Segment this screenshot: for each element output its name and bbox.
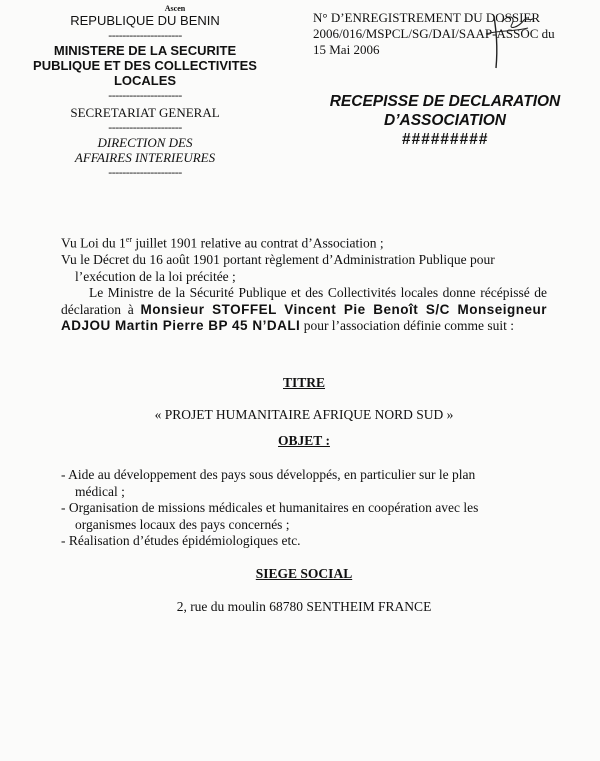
divider: --------------------- bbox=[108, 120, 182, 134]
vu-loi-text: Vu Loi du 1 bbox=[61, 235, 126, 251]
divider: --------------------- bbox=[108, 165, 182, 179]
ministry-header bbox=[10, 4, 280, 180]
title-line-1: RECEPISSE DE DECLARATION bbox=[329, 93, 561, 110]
vu-decret-line: Vu le Décret du 16 août 1901 portant règlement d’Administration Publique pour bbox=[61, 252, 495, 267]
siege-heading: SIEGE SOCIAL bbox=[255, 565, 353, 581]
registration-number bbox=[313, 10, 598, 58]
ministry-line-3: LOCALES bbox=[113, 73, 177, 88]
registration-line-1: N° D’ENREGISTREMENT DU DOSSIER bbox=[313, 10, 541, 25]
vu-loi-line bbox=[61, 232, 547, 252]
objet-item-1: - Aide au développement des pays sous développés, en particulier sur le plan bbox=[61, 467, 476, 482]
declaration-text-end: pour l’association définie comme suit : bbox=[300, 318, 515, 333]
divider: --------------------- bbox=[108, 88, 182, 102]
direction-line-1: DIRECTION DES bbox=[97, 135, 193, 150]
handwritten-signature bbox=[472, 12, 542, 70]
objet-item-2: - Organisation de missions médicales et humanitaires en coopération avec les bbox=[61, 500, 479, 515]
ascen-note: Ascen bbox=[164, 4, 186, 13]
objet-item-2-cont: organismes locaux des pays concernés ; bbox=[75, 516, 290, 532]
direction-line-2: AFFAIRES INTERIEURES bbox=[74, 150, 216, 165]
registration-date: 15 Mai 2006 bbox=[313, 42, 380, 57]
objet-item-1-cont: médical ; bbox=[75, 483, 125, 499]
objet-item-3: - Réalisation d’études épidémiologiques etc. bbox=[61, 533, 301, 548]
vu-decret-continuation: l’exécution de la loi précitée ; bbox=[75, 268, 236, 284]
document-title bbox=[300, 92, 590, 149]
title-line-2: D’ASSOCIATION bbox=[384, 112, 506, 129]
document-body bbox=[61, 232, 547, 616]
objet-heading: OBJET : bbox=[278, 432, 330, 448]
ministry-line-2: PUBLIQUE ET DES COLLECTIVITES bbox=[33, 58, 257, 73]
titre-value: « PROJET HUMANITAIRE AFRIQUE NORD SUD » bbox=[154, 407, 454, 422]
declarant-name: Monsieur STOFFEL Vincent Pie Benoît S/C Monseigneur ADJOU Martin Pierre BP 45 N’DALI bbox=[61, 301, 547, 333]
title-hashes: ######### bbox=[401, 131, 489, 148]
divider: --------------------- bbox=[108, 28, 182, 42]
superscript: er bbox=[125, 235, 133, 244]
republic-name: REPUBLIQUE DU BENIN bbox=[70, 13, 220, 28]
siege-value: 2, rue du moulin 68780 SENTHEIM FRANCE bbox=[176, 599, 432, 614]
declaration-text: Le Ministre de la Sécurité Publique et des Collectivités locales donne récépissé de déclaration à bbox=[61, 285, 547, 317]
ministry-line-1: MINISTERE DE LA SECURITE bbox=[53, 43, 237, 58]
vu-loi-text-end: juillet 1901 relative au contrat d’Association ; bbox=[132, 235, 384, 251]
registration-line-2: 2006/016/MSPCL/SG/DAI/SAAP-ASSOC du bbox=[313, 26, 555, 41]
declaration-paragraph bbox=[61, 285, 547, 335]
secretariat-general: SECRETARIAT GENERAL bbox=[70, 105, 220, 120]
titre-heading: TITRE bbox=[282, 374, 326, 390]
